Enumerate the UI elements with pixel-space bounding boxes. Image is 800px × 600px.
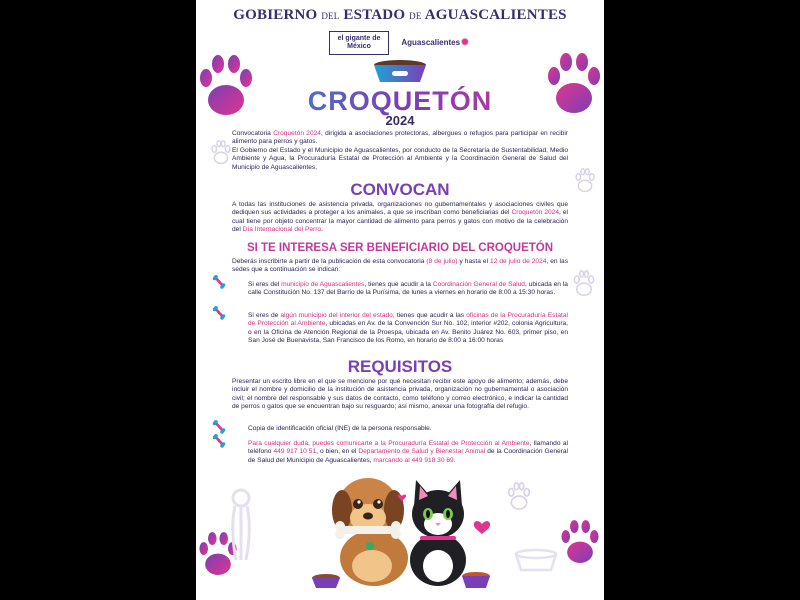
gov-word-2: DEL [321,11,340,21]
government-header [196,7,604,24]
logo-bar [196,31,604,55]
gov-word-3: ESTADO [343,7,406,23]
convocan-text-3: . [321,226,323,234]
paw-outline-icon-bottom [506,482,532,512]
req-item2-text-4: . [453,456,456,464]
bone-icon [212,434,226,448]
requisitos-item-1: Copia de identificación oficial (INE) de la persona responsable. [248,425,432,432]
aguascalientes-logo-text: Aguascalientes [401,37,461,47]
req-item2-phone-2: marcando al 449 918 30 69 [373,456,454,464]
paw-outline-icon-left [210,140,232,166]
food-bowl-icon [370,58,430,84]
item2-text-2: , tienes que acudir a las [392,312,467,319]
item2-highlight-1: algún municipio del interior del estado [280,312,393,319]
interesa-text-2: y hasta el [457,258,491,265]
paw-icon-bottom-right [560,518,600,568]
intro-text-1: Convocatoria [232,130,274,137]
rope-toy-icon [224,488,258,568]
req-item2-text-1: , llamando al teléfono [248,440,569,456]
interesa-date-end: 12 de julio de 2024 [490,258,547,265]
convocan-text-2: , el cual tiene por objeto concentrar la mayor cantidad de alimento para perros y gatos con motivo de la celebración del [232,209,569,234]
intro-highlight: Croquetón 2024 [273,130,321,137]
aguascalientes-logo [399,31,471,53]
interesa-heading: SI TE INTERESA SER BENEFICIARIO DEL CROQUETÓN [246,242,554,254]
item2-text-1: Si eres de [248,312,281,319]
item1-text-3: , ubicada en la calle Constitución No. 137 del Barrio de la Purísima, de lunes a viernes en horario de 8:00 a 15:30 horas. [248,281,568,297]
paw-outline-icon-right-2 [572,270,596,298]
item1-text-1: Si eres del [248,281,282,288]
bone-icon [212,420,226,434]
gov-word-4: DE [409,11,422,21]
interesa-item-1 [248,281,568,298]
interesa-text-1: Deberás inscribirte a partir de la publicación de esta convocatoria [232,258,427,265]
poster [196,0,604,600]
item1-highlight-2: Coordinación General de Salud [432,281,525,288]
convocan-text-1: A todas las instituciones de asistencia privada, organizaciones no gubernamentales y asociaciones civiles que dediquen sus actividades a proteger a los animales, a que se inscriban como beneficiarias del [232,201,568,217]
interesa-text-3: , en las sedes que a continuación se indican: [232,258,568,274]
item1-highlight-1: municipio de Aguascalientes [281,281,365,288]
req-item2-highlight-2: Departamento de Salud y Bienestar Animal [358,448,486,456]
req-item2-highlight-1: Para cualquier duda, puedes comunicarte a la Procuraduría Estatal de Protección al Ambiente [248,440,530,447]
interesa-paragraph [232,258,568,275]
intro-paragraph [232,130,568,172]
sun-icon: ✺ [461,36,469,47]
title-year: 2024 [385,113,415,128]
item1-text-2: , tienes que acudir a la [364,281,433,288]
item2-highlight-2: oficinas de la Procuraduría Estatal de Protección al Ambiente [248,312,568,328]
gov-word-5: AGUASCALIENTES [424,7,567,23]
gigante-logo: el gigante de México [329,31,389,55]
bone-icon [212,275,226,289]
req-item2-phone-1: 449 917 10 51 [273,448,317,456]
intro-text-2: , dirigida a asociaciones protectoras, albergues o refugios para participar en recibir alimento para perros y gatos. [232,130,568,146]
requisitos-item-2 [248,440,568,465]
main-title: CROQUETÓN [196,86,604,117]
requisitos-heading: REQUISITOS [347,357,453,376]
convocan-highlight-2: Día Internacional del Perro [242,226,322,234]
bowl-outline-icon [512,548,560,574]
req-item2-text-2: , o bien, en el [316,448,359,456]
bone-icon [212,306,226,320]
item2-text-3: , ubicadas en Av. de la Convención Sur No. 102, interior #202, colonia Agricultura, o en la Oficina de Atención Regional de la Proespa, ubicada en Av. Benito Juárez No. 603, primer piso, en San José de Buenavista, San Francisco de los Romo, en horario de 8:00 a 16:00 horas [248,320,569,345]
convocan-highlight-1: Croquetón 2024 [511,209,559,217]
convocan-paragraph [232,201,568,235]
interesa-item-2 [248,312,568,346]
req-item2-text-3: de la Coordinación General de Salud del Municipio de Aguascalientes, [248,448,568,464]
intro-text-3: El Gobierno del Estado y el Municipio de Aguascalientes, por conducto de la Secretaría de Sustentabilidad, Medio Ambiente y Agua, la Procuraduría Estatal de Protección al Ambiente y la Coordinación General de Salud del Municipio de Aguascalientes, [232,146,568,171]
interesa-date-start: (8 de julio) [426,258,458,265]
requisitos-paragraph: Presentar un escrito libre en el que se mencione por qué necesitan recibir este apoyo de alimento; además, debe incluir el nombre y domicilio de la institución de asistencia privada, organización no gubernamental o asociación civil; el nombre del responsable y sus datos de contacto, como teléfono y correo electrónico, e indicar la cantidad de perros o gatos que se encuentran bajo su resguardo; así mismo, anexar una fotografía del refugio. [232,378,568,411]
dog-and-cat-illustration [306,466,506,590]
gov-word-1: GOBIERNO [233,7,318,23]
convocan-heading: CONVOCAN [350,180,450,199]
